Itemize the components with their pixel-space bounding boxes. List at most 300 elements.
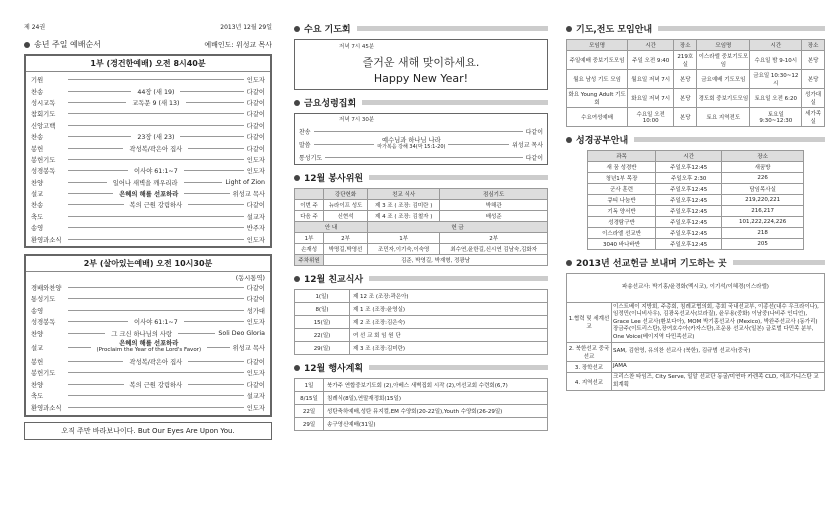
table-cell: 토요일 오전 6:20	[750, 89, 802, 108]
schedule-date: 1(일)	[295, 290, 350, 303]
order-item-detail	[129, 98, 182, 107]
order-row	[26, 154, 270, 165]
service2-box	[24, 254, 272, 417]
table-cell: 수요일 밤 9-10시	[750, 51, 802, 70]
table-cell: 수요일 오전 10:00	[628, 108, 674, 127]
table-cell: 이스라엘 선교반	[587, 228, 656, 239]
table-cell: 뉴라이프 성도	[324, 200, 368, 211]
service-leader: 예배인도: 위성교 목사	[204, 40, 272, 49]
table-cell: 2부	[440, 233, 548, 244]
order-item-detail	[126, 144, 185, 153]
table-row	[295, 316, 548, 329]
order-item-leader: 다같이	[246, 122, 265, 130]
sermon-scripture: 마가복음 강해 34(막 15:1-20)	[377, 144, 446, 150]
row-label: 찬송	[299, 128, 311, 136]
table-row	[567, 89, 825, 108]
mission-category: 3. 장학선교	[567, 362, 612, 373]
divider	[369, 276, 548, 281]
dotted-leader	[188, 384, 244, 385]
wednesday-title: 수요 기도회	[304, 25, 351, 35]
dotted-leader	[68, 239, 244, 240]
order-row	[26, 356, 270, 367]
missions-title: 2013년 선교헌금 보내며 기도하는 곳	[576, 259, 727, 269]
row-leader: 다같이	[525, 128, 543, 136]
row-label: 말씀	[299, 141, 311, 149]
bullet-icon	[24, 42, 30, 48]
table-row	[295, 329, 548, 342]
order-item-leader: 다같이	[246, 296, 265, 304]
service2-title: 2부 (살아있는예배) 오전 10시30분	[26, 256, 270, 272]
order-item-detail	[131, 166, 181, 175]
farewell-title: 송년 주일 예배순서	[34, 40, 101, 49]
order-item-detail	[116, 189, 181, 198]
schedule-date: 29(일)	[295, 342, 350, 355]
table-cell: 주일오후12:45	[656, 239, 722, 250]
dotted-leader	[68, 298, 244, 299]
order-item-label: 찬양	[31, 381, 44, 389]
table-cell: 본당	[802, 51, 825, 70]
order-item-detail	[127, 200, 186, 209]
table-header: 장소	[674, 40, 697, 51]
order-item-detail	[110, 178, 181, 187]
lunch-title: 12월 친교식사	[304, 275, 364, 285]
order-item-leader: 설교자	[246, 393, 265, 401]
order-row	[26, 367, 270, 378]
table-cell: 화요 Young Adult 기도회	[567, 89, 628, 108]
order-item-leader: Soli Deo Gloria	[218, 329, 266, 337]
dotted-leader	[68, 113, 244, 114]
dotted-leader	[68, 148, 123, 149]
dotted-leader	[68, 91, 131, 92]
order-item-label: 통성기도	[31, 296, 56, 304]
dotted-leader	[178, 333, 215, 334]
bullet-icon	[294, 365, 300, 371]
divider	[357, 26, 548, 31]
table-row	[295, 290, 548, 303]
divider	[658, 26, 825, 31]
order-item-leader: 인도자	[246, 319, 265, 327]
bullet-icon	[294, 100, 300, 106]
order-row	[26, 97, 270, 108]
order-item-leader: 다같이	[246, 88, 266, 96]
order-item-detail	[131, 317, 181, 326]
table-cell: 본당	[674, 70, 697, 89]
schedule-text: 송구영신예배(31일)	[324, 418, 548, 431]
table-header: 모임명	[697, 40, 750, 51]
greeting-korean: 즐거운 새해 맞이하세요.	[362, 56, 480, 69]
order-item-label: 경배와찬양	[31, 285, 62, 293]
dotted-leader	[68, 287, 244, 288]
order-row	[26, 108, 270, 119]
missionaries-sent: 파송선교사: 박기홍/윤경화(멕시코), 이기석/이혜경(이스라엘)	[567, 274, 825, 303]
friday-box	[294, 113, 548, 165]
bullet-icon	[294, 26, 300, 32]
table-row	[295, 200, 548, 211]
table-cell: 토요 지역전도	[697, 108, 750, 127]
table-header: 시간	[656, 151, 722, 162]
dotted-leader	[184, 170, 244, 171]
table-cell: 손재성	[295, 244, 324, 255]
order-row	[26, 390, 270, 401]
table-header: 친교 식사	[368, 189, 440, 200]
table-header: 시간	[750, 40, 802, 51]
divider	[362, 100, 548, 105]
issue-number: 제 24권	[24, 24, 46, 31]
mission-recipients: JAMA	[612, 362, 825, 373]
dotted-leader	[184, 182, 223, 183]
table-row	[295, 255, 548, 266]
order-item-leader: 인도자	[246, 77, 265, 85]
mission-recipients: 이스트베이 지방회, 주총회, 침례교협의회, 총회 국내선교부, 이종선(내수 우크라이나), 임정민(이니비사우), 김광옥선교사(브라질), 윤무용(중화) 이남중(나비주 인디언), Grace Lee 선교사(환보다아), MOM 박기홍선교사 (Mexico), 박완주선교사 (동가리) 장금주(이트리스탄),장여호수아(카자스탄),조운용 선교사(일본) 글로벌 다민족 분부, One Voice(베이지역 다민족선교)	[612, 302, 825, 343]
order-row	[26, 177, 270, 188]
table-cell: 주일예배 중보기도모임	[567, 51, 628, 70]
schedule-date: 15(일)	[295, 316, 350, 329]
order-item-label: 축도	[31, 213, 44, 221]
staff-table	[294, 188, 548, 266]
table-header: 강단헌화	[324, 189, 368, 200]
table-cell: 3040 바나바반	[587, 239, 656, 250]
interpretation-note: (동시통역)	[235, 274, 265, 282]
order-item-label: 봉헌기도	[31, 370, 56, 378]
table-cell: 다음 주	[295, 211, 324, 222]
service1-order	[26, 72, 270, 246]
order-item-leader: 다같이	[246, 285, 265, 293]
table-cell: 조민자,이기숙,이숙영	[368, 244, 440, 255]
dotted-leader	[68, 182, 107, 183]
table-row	[587, 206, 804, 217]
missions-heading	[566, 256, 825, 269]
staff-heading	[294, 171, 548, 184]
dotted-leader	[207, 347, 230, 348]
order-item-label: 찬양	[31, 179, 44, 187]
order-item-leader: 다같이	[246, 111, 265, 119]
order-item-text: 교독문 9 (새 13)	[132, 99, 180, 107]
table-cell: 주일오후 2:30	[656, 173, 722, 184]
order-row	[26, 142, 270, 153]
dotted-leader	[68, 79, 244, 80]
table-cell: 101,222,224,226	[722, 217, 804, 228]
page-header	[24, 22, 272, 31]
dotted-leader	[68, 136, 131, 137]
order-item-label: 환영과소식	[31, 236, 62, 244]
table-header: 장소	[802, 40, 825, 51]
order-item-leader: 반주자	[246, 225, 265, 233]
table-cell: 205	[722, 239, 804, 250]
prayer-heading	[566, 22, 825, 35]
table-cell: 배성준	[440, 211, 548, 222]
order-row	[26, 282, 270, 293]
table-header: 헌 금	[368, 222, 548, 233]
order-item-text: 곽성복/곽은아 집사	[129, 145, 183, 153]
table-row	[295, 392, 548, 405]
order-item-leader: 다같이	[246, 99, 265, 107]
bullet-icon	[294, 175, 300, 181]
order-row	[26, 222, 270, 233]
schedule-text: 제 12 조 (조장:곽은아)	[350, 290, 548, 303]
wednesday-time: 저녁 7시 45분	[339, 44, 375, 50]
table-row	[295, 379, 548, 392]
divider	[733, 260, 825, 265]
order-item-label: 송영	[31, 225, 44, 233]
order-item-label: 봉헌	[31, 359, 44, 366]
order-row	[26, 85, 270, 96]
table-row	[295, 418, 548, 431]
table-cell: 219,220,221	[722, 195, 804, 206]
order-row	[26, 165, 270, 176]
greeting-english: Happy New Year!	[373, 72, 469, 85]
bullet-icon	[566, 260, 572, 266]
column-middle	[282, 0, 554, 507]
wednesday-heading	[294, 22, 548, 35]
dotted-leader	[68, 310, 244, 311]
order-item-text: 은혜의 해를 선포하라	[119, 340, 179, 348]
table-cell: 수요여성예배	[567, 108, 628, 127]
events-table	[294, 378, 548, 431]
order-row	[26, 188, 270, 199]
table-cell: 1부	[295, 233, 324, 244]
farewell-header	[24, 39, 272, 50]
dotted-leader	[68, 204, 124, 205]
dotted-leader	[180, 91, 243, 92]
order-item-detail	[108, 329, 175, 338]
order-item-leader: 위성교 목사	[232, 191, 265, 199]
order-row	[26, 293, 270, 304]
table-row	[567, 51, 825, 70]
row-leader: 다같이	[525, 154, 543, 162]
dotted-leader	[68, 193, 113, 194]
column-left	[0, 0, 282, 507]
table-cell: 성가대실	[802, 89, 825, 108]
friday-row-prayer	[295, 152, 547, 162]
order-item-text: 복의 근원 강림하사	[129, 202, 183, 210]
row-leader: 위성교 목사	[512, 141, 544, 149]
order-item-label: 송영	[31, 307, 44, 315]
order-row	[26, 316, 270, 327]
order-item-leader: 인도자	[246, 156, 265, 164]
order-item-label: 봉헌기도	[31, 156, 56, 164]
table-row	[587, 173, 804, 184]
order-item-leader: Light of Zion	[225, 178, 266, 186]
table-cell: 박명길,박영선	[324, 244, 368, 255]
table-cell: 담임목사실	[722, 184, 804, 195]
divider	[634, 137, 825, 142]
dotted-leader	[68, 372, 244, 373]
wednesday-box	[294, 39, 548, 90]
missions-table	[566, 273, 825, 391]
table-row	[587, 184, 804, 195]
table-row	[587, 239, 804, 250]
order-item-text: 일어나 새벽을 깨우리라	[112, 179, 178, 187]
table-cell: 토요일 9:30~12:30	[750, 108, 802, 127]
table-cell: 216,217	[722, 206, 804, 217]
order-item-label: 환영과소식	[31, 404, 62, 412]
order-item-leader: 위성교 목사	[232, 344, 266, 352]
order-item-label: 신앙고백	[31, 122, 56, 130]
table-cell: 219호실	[674, 51, 697, 70]
events-heading	[294, 361, 548, 374]
order-item-subtext: (Proclaim the Year of the Lord's Favor)	[96, 347, 202, 354]
table-cell: 화요일 저녁 7시	[628, 89, 674, 108]
order-item-leader: 다같이	[246, 359, 266, 366]
table-row	[295, 303, 548, 316]
friday-row-hymn	[295, 126, 547, 136]
table-row	[587, 162, 804, 173]
service1-box	[24, 54, 272, 248]
order-item-leader: 인도자	[246, 404, 265, 412]
table-header: 장소	[722, 151, 804, 162]
table-header: 모임명	[567, 40, 628, 51]
schedule-text: 제 2 조 (조장:김은숙)	[350, 316, 548, 329]
order-item-text: 곽성복/곽은아 집사	[129, 359, 183, 366]
table-row	[295, 405, 548, 418]
schedule-date: 8/15일	[295, 392, 324, 405]
order-row	[26, 305, 270, 316]
dotted-leader	[68, 333, 105, 334]
prayer-table	[566, 39, 825, 127]
order-row	[26, 131, 270, 142]
order-item-label: 찬송	[31, 88, 44, 96]
table-row	[567, 274, 825, 303]
friday-time: 저녁 7시 30분	[339, 117, 375, 123]
order-row	[26, 327, 270, 338]
schedule-date: 22(일)	[295, 329, 350, 342]
table-header: 시간	[628, 40, 674, 51]
order-item-label: 참회기도	[31, 111, 56, 119]
order-item-detail	[134, 87, 177, 96]
table-cell: 226	[722, 173, 804, 184]
table-row	[567, 302, 825, 343]
dotted-leader	[188, 204, 244, 205]
schedule-date: 8(일)	[295, 303, 350, 316]
friday-title: 금요성령집회	[304, 99, 357, 109]
bullet-icon	[566, 137, 572, 143]
table-row	[295, 211, 548, 222]
order-item-leader: 인도자	[246, 236, 265, 244]
table-cell: 군사 훈련	[587, 184, 656, 195]
dotted-leader	[68, 216, 244, 217]
order-item-label: 설교	[31, 191, 44, 199]
sermon-title: 예수님과 하나님 나라	[381, 137, 441, 144]
order-item-leader: 설교자	[246, 213, 265, 221]
order-row	[26, 120, 270, 131]
table-row	[587, 217, 804, 228]
schedule-text: 제 3 조 (조장:김미란)	[350, 342, 548, 355]
table-cell: 주일오후12:45	[656, 195, 722, 206]
table-row	[587, 228, 804, 239]
table-header	[295, 189, 324, 200]
order-item-detail	[94, 340, 205, 354]
table-cell: 주일오후12:45	[656, 184, 722, 195]
events-title: 12월 행사계획	[304, 364, 364, 374]
schedule-date: 1일	[295, 379, 324, 392]
mission-category: 4. 지역선교	[567, 373, 612, 391]
prayer-title: 기도,전도 모임안내	[576, 25, 653, 35]
order-item-text: 44장 (새 19)	[137, 88, 175, 96]
table-cell: 본당	[674, 108, 697, 127]
order-row	[26, 211, 270, 222]
table-row	[567, 373, 825, 391]
order-row	[26, 233, 270, 244]
order-item-label: 찬양	[31, 330, 44, 338]
table-cell: 세가족실	[802, 108, 825, 127]
order-row	[26, 379, 270, 390]
schedule-date: 29일	[295, 418, 324, 431]
table-cell: 기독 양서반	[587, 206, 656, 217]
table-cell: 제 4 조 ( 조장: 김철자 )	[368, 211, 440, 222]
table-cell: 제 3 조 ( 조장: 김미란 )	[368, 200, 440, 211]
dotted-leader	[68, 407, 244, 408]
table-header-row	[587, 151, 804, 162]
order-item-leader: 다같이	[246, 202, 266, 210]
bullet-icon	[566, 26, 572, 32]
order-item-label: 찬송	[31, 202, 44, 210]
table-cell: 이스라엘 중보기도모임	[697, 51, 750, 70]
order-row	[26, 199, 270, 210]
lunch-table	[294, 289, 548, 355]
bulletin-date: 2013년 12월 29일	[220, 24, 272, 31]
table-cell: 최수연,윤한길,신시연 김남숙,김화자	[440, 244, 548, 255]
table-header-row	[567, 40, 825, 51]
table-row	[567, 362, 825, 373]
table-cell: 월요일 저녁 7시	[628, 70, 674, 89]
table-row	[567, 70, 825, 89]
service1-title: 1부 (경건한예배) 오전 8시40분	[26, 56, 270, 72]
table-cell: 2부	[324, 233, 368, 244]
table-cell: 박해관	[440, 200, 548, 211]
bible-heading	[566, 133, 825, 146]
table-cell: 청년1부 목장	[587, 173, 656, 184]
order-item-label: 설교	[31, 344, 44, 352]
order-item-label: 축도	[31, 393, 44, 401]
bullet-icon	[294, 276, 300, 282]
table-cell: 월요 남성 기도 모임	[567, 70, 628, 89]
row-label: 통성기도	[299, 154, 323, 162]
mission-recipients: 크리스찬 타임즈, City Serve, 일알 선교단 동굴/미연마 카렌족 CLD, 에프가니스탄 교회계획	[612, 373, 825, 391]
dotted-leader	[68, 102, 126, 103]
order-item-label: 성경봉독	[31, 319, 56, 327]
dotted-leader	[68, 384, 124, 385]
dotted-leader	[68, 125, 244, 126]
order-item-detail	[134, 132, 177, 141]
table-cell: 경도회 중보기도모임	[697, 89, 750, 108]
order-row	[26, 401, 270, 412]
lunch-heading	[294, 272, 548, 285]
schedule-date: 22일	[295, 405, 324, 418]
table-cell: 이번 주	[295, 200, 324, 211]
table-cell: 주일 오전 9:40	[628, 51, 674, 70]
table-row	[295, 342, 548, 355]
schedule-text: 성탄축하예배,성탄 뮤지컬,EM 수양회(20-22일),Youth 수양회(26-29일)	[324, 405, 548, 418]
table-cell: 주차위원	[295, 255, 324, 266]
order-item-text: 이사야 61:1~7	[134, 168, 178, 176]
table-cell: 신현석	[324, 211, 368, 222]
order-item-leader: 성가대	[246, 307, 265, 315]
schedule-text: 북가주 연합중보기도회 (2),아베스 새벽집회 시작 (2),여선교회 수련회(6,7)	[324, 379, 548, 392]
table-row	[567, 343, 825, 362]
table-cell: 본당	[802, 70, 825, 89]
order-item-text: 그 크신 하나님의 사랑	[111, 330, 173, 338]
order-item-label: 기원	[31, 77, 44, 85]
order-item-label: 성시교독	[31, 99, 56, 107]
schedule-text: 침례식(8일),연말재정회(15일)	[324, 392, 548, 405]
table-cell: 주일오후12:45	[656, 228, 722, 239]
table-row	[587, 195, 804, 206]
table-row	[295, 244, 548, 255]
order-item-leader: 다같이	[246, 381, 266, 389]
order-item-leader: 인도자	[246, 168, 265, 176]
table-cell: 본당	[674, 89, 697, 108]
table-cell: 218	[722, 228, 804, 239]
